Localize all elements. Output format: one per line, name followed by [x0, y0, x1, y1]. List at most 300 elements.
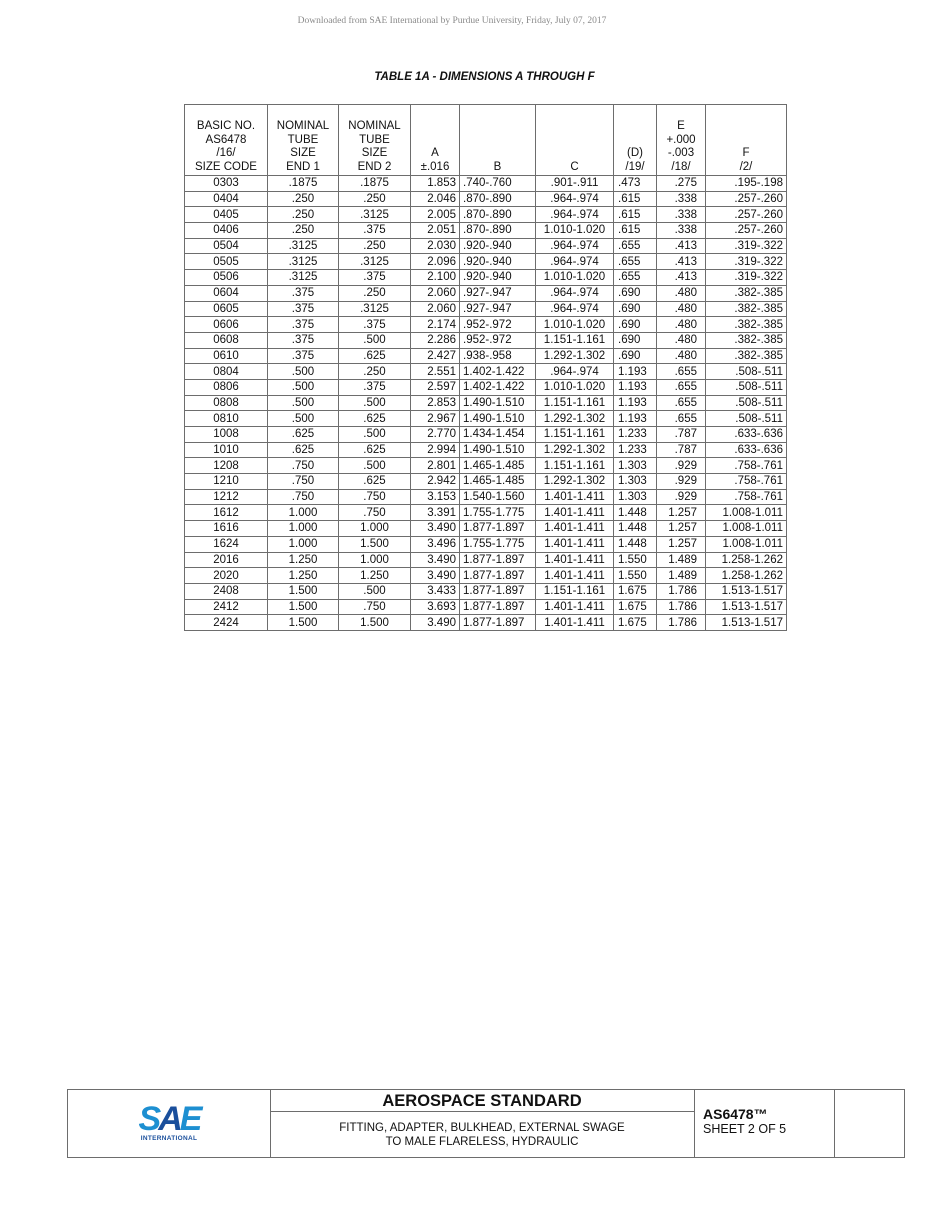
cell-dim-b: 1.434-1.454 [460, 427, 536, 443]
cell-dim-b: .740-.760 [460, 176, 536, 192]
cell-dim-f: .508-.511 [706, 395, 787, 411]
header-dim-b [460, 105, 536, 176]
cell-dim-d: .655 [614, 270, 657, 286]
cell-dim-c: 1.292-1.302 [536, 348, 614, 364]
cell-size-code: 0608 [185, 332, 268, 348]
cell-dim-f: 1.258-1.262 [706, 568, 787, 584]
table-row [185, 458, 787, 474]
cell-end2-size: .3125 [339, 207, 411, 223]
cell-end2-size: .250 [339, 364, 411, 380]
cell-dim-f: .319-.322 [706, 270, 787, 286]
cell-size-code: 2424 [185, 615, 268, 631]
cell-dim-a: 2.046 [411, 191, 460, 207]
cell-dim-a: 2.174 [411, 317, 460, 333]
table-row [185, 474, 787, 490]
cell-size-code: 0604 [185, 285, 268, 301]
table-row [185, 395, 787, 411]
cell-dim-d: .473 [614, 176, 657, 192]
cell-size-code: 1208 [185, 458, 268, 474]
cell-dim-e: 1.257 [657, 536, 706, 552]
cell-dim-b: 1.877-1.897 [460, 521, 536, 537]
cell-dim-a: 2.060 [411, 301, 460, 317]
cell-end2-size: .500 [339, 427, 411, 443]
cell-dim-b: .920-.940 [460, 270, 536, 286]
cell-dim-a: 2.597 [411, 379, 460, 395]
cell-dim-d: .615 [614, 223, 657, 239]
header-dim-c [536, 105, 614, 176]
header-line: SIZE [290, 147, 316, 159]
cell-end1-size: .500 [268, 364, 339, 380]
document-number-cell [694, 1090, 835, 1157]
cell-end1-size: 1.250 [268, 552, 339, 568]
cell-end1-size: .375 [268, 317, 339, 333]
cell-end2-size: .625 [339, 348, 411, 364]
header-line: F [742, 147, 750, 159]
cell-dim-a: 3.391 [411, 505, 460, 521]
cell-dim-e: .480 [657, 301, 706, 317]
cell-end1-size: .3125 [268, 238, 339, 254]
header-line: ±.016 [420, 160, 450, 173]
cell-dim-c: 1.010-1.020 [536, 317, 614, 333]
cell-size-code: 0810 [185, 411, 268, 427]
cell-size-code: 0506 [185, 270, 268, 286]
cell-dim-f: .382-.385 [706, 317, 787, 333]
cell-dim-a: 2.427 [411, 348, 460, 364]
cell-size-code: 2412 [185, 599, 268, 615]
cell-end1-size: .250 [268, 191, 339, 207]
cell-size-code: 0606 [185, 317, 268, 333]
cell-end2-size: 1.500 [339, 536, 411, 552]
cell-dim-e: .338 [657, 223, 706, 239]
cell-dim-d: 1.233 [614, 427, 657, 443]
cell-dim-c: 1.151-1.161 [536, 395, 614, 411]
cell-dim-a: 2.030 [411, 238, 460, 254]
document-number: AS6478™ [703, 1106, 768, 1122]
header-line: NOMINAL [348, 120, 401, 132]
cell-dim-b: 1.877-1.897 [460, 599, 536, 615]
cell-dim-d: 1.193 [614, 364, 657, 380]
header-end2-size [339, 105, 411, 176]
cell-dim-b: 1.490-1.510 [460, 395, 536, 411]
table-row [185, 270, 787, 286]
cell-dim-f: .319-.322 [706, 238, 787, 254]
cell-end2-size: .250 [339, 285, 411, 301]
title-block [67, 1089, 905, 1158]
cell-dim-e: 1.489 [657, 568, 706, 584]
cell-end1-size: 1.000 [268, 536, 339, 552]
cell-dim-f: 1.008-1.011 [706, 505, 787, 521]
cell-dim-b: .870-.890 [460, 223, 536, 239]
table-row [185, 411, 787, 427]
cell-dim-b: 1.402-1.422 [460, 379, 536, 395]
table-row [185, 317, 787, 333]
cell-dim-f: 1.513-1.517 [706, 615, 787, 631]
cell-end2-size: .1875 [339, 176, 411, 192]
cell-dim-e: .929 [657, 489, 706, 505]
cell-dim-a: 2.770 [411, 427, 460, 443]
header-line: /16/ [216, 147, 236, 159]
cell-dim-d: .690 [614, 332, 657, 348]
cell-dim-f: .758-.761 [706, 489, 787, 505]
cell-dim-c: .964-.974 [536, 364, 614, 380]
cell-end2-size: 1.000 [339, 552, 411, 568]
sae-logo [68, 1090, 271, 1157]
cell-dim-d: 1.448 [614, 521, 657, 537]
cell-end2-size: 1.000 [339, 521, 411, 537]
cell-dim-e: .338 [657, 207, 706, 223]
header-line: SIZE [361, 147, 388, 159]
cell-dim-c: .964-.974 [536, 191, 614, 207]
cell-dim-b: .870-.890 [460, 207, 536, 223]
cell-dim-a: 2.005 [411, 207, 460, 223]
table-row [185, 364, 787, 380]
cell-dim-f: 1.008-1.011 [706, 521, 787, 537]
header-line: B [493, 160, 502, 173]
table-body [185, 176, 787, 631]
revision-cell [835, 1090, 904, 1157]
cell-dim-e: .413 [657, 254, 706, 270]
cell-dim-c: 1.401-1.411 [536, 505, 614, 521]
description-line-2: TO MALE FLARELESS, HYDRAULIC [385, 1136, 579, 1148]
cell-dim-d: 1.675 [614, 599, 657, 615]
cell-end1-size: .250 [268, 207, 339, 223]
cell-dim-f: .382-.385 [706, 332, 787, 348]
header-line: TUBE [287, 133, 319, 146]
cell-dim-c: .964-.974 [536, 254, 614, 270]
cell-size-code: 1616 [185, 521, 268, 537]
cell-dim-a: 3.490 [411, 552, 460, 568]
cell-dim-e: .655 [657, 411, 706, 427]
header-line: BASIC NO. [196, 120, 256, 132]
cell-dim-f: .195-.198 [706, 176, 787, 192]
sae-logo-subtitle: INTERNATIONAL [140, 1135, 198, 1142]
cell-size-code: 0806 [185, 379, 268, 395]
cell-end1-size: .375 [268, 285, 339, 301]
standard-heading: AEROSPACE STANDARD [270, 1090, 694, 1112]
cell-size-code: 1624 [185, 536, 268, 552]
cell-size-code: 0406 [185, 223, 268, 239]
cell-dim-d: 1.233 [614, 442, 657, 458]
cell-end1-size: 1.500 [268, 583, 339, 599]
cell-dim-a: 2.286 [411, 332, 460, 348]
cell-dim-c: 1.401-1.411 [536, 536, 614, 552]
table-row [185, 442, 787, 458]
table-row [185, 348, 787, 364]
cell-dim-b: .920-.940 [460, 238, 536, 254]
standard-description [270, 1112, 694, 1149]
cell-dim-d: .690 [614, 301, 657, 317]
cell-dim-c: .964-.974 [536, 238, 614, 254]
cell-dim-d: 1.193 [614, 411, 657, 427]
header-line: TUBE [359, 133, 390, 146]
table-title: TABLE 1A - DIMENSIONS A THROUGH F [374, 71, 595, 83]
cell-dim-f: .382-.385 [706, 301, 787, 317]
header-line: (D) [627, 147, 643, 159]
cell-end1-size: .750 [268, 458, 339, 474]
table-row [185, 207, 787, 223]
cell-dim-b: 1.755-1.775 [460, 505, 536, 521]
table-row [185, 583, 787, 599]
cell-end1-size: .250 [268, 223, 339, 239]
cell-end1-size: .500 [268, 411, 339, 427]
cell-dim-c: 1.151-1.161 [536, 332, 614, 348]
table-row [185, 536, 787, 552]
cell-dim-d: 1.675 [614, 583, 657, 599]
cell-dim-d: .690 [614, 285, 657, 301]
cell-dim-b: 1.540-1.560 [460, 489, 536, 505]
cell-dim-f: .758-.761 [706, 458, 787, 474]
cell-dim-a: 2.967 [411, 411, 460, 427]
cell-end1-size: 1.500 [268, 599, 339, 615]
cell-dim-b: 1.490-1.510 [460, 442, 536, 458]
download-watermark: Downloaded from SAE International by Purdue University, Friday, July 07, 2017 [297, 16, 607, 26]
cell-dim-b: .927-.947 [460, 285, 536, 301]
cell-dim-e: .480 [657, 317, 706, 333]
cell-end1-size: .375 [268, 348, 339, 364]
cell-end1-size: .375 [268, 332, 339, 348]
cell-dim-c: .964-.974 [536, 207, 614, 223]
table-row [185, 301, 787, 317]
cell-dim-e: .413 [657, 270, 706, 286]
cell-dim-e: .338 [657, 191, 706, 207]
cell-end2-size: .625 [339, 411, 411, 427]
cell-dim-e: 1.786 [657, 599, 706, 615]
table-row [185, 599, 787, 615]
cell-size-code: 2020 [185, 568, 268, 584]
cell-dim-c: 1.401-1.411 [536, 599, 614, 615]
cell-dim-e: .787 [657, 427, 706, 443]
header-line: E [677, 120, 685, 132]
cell-dim-c: 1.292-1.302 [536, 442, 614, 458]
cell-end1-size: .1875 [268, 176, 339, 192]
cell-dim-b: 1.877-1.897 [460, 568, 536, 584]
cell-end2-size: .375 [339, 223, 411, 239]
cell-dim-d: 1.303 [614, 489, 657, 505]
cell-end1-size: .500 [268, 379, 339, 395]
table-row [185, 285, 787, 301]
cell-dim-a: 3.153 [411, 489, 460, 505]
header-line: C [570, 160, 579, 173]
cell-dim-e: .413 [657, 238, 706, 254]
cell-dim-e: .929 [657, 474, 706, 490]
cell-dim-d: .615 [614, 207, 657, 223]
cell-dim-f: 1.008-1.011 [706, 536, 787, 552]
cell-dim-b: 1.490-1.510 [460, 411, 536, 427]
header-size-code [185, 105, 268, 176]
cell-dim-f: 1.513-1.517 [706, 583, 787, 599]
table-row [185, 254, 787, 270]
cell-size-code: 2016 [185, 552, 268, 568]
cell-dim-b: 1.877-1.897 [460, 615, 536, 631]
cell-size-code: 0505 [185, 254, 268, 270]
cell-end2-size: .3125 [339, 301, 411, 317]
cell-dim-e: .480 [657, 348, 706, 364]
header-line: END 1 [286, 160, 320, 173]
cell-end2-size: .500 [339, 332, 411, 348]
cell-dim-a: 1.853 [411, 176, 460, 192]
cell-dim-d: 1.550 [614, 552, 657, 568]
cell-dim-f: 1.258-1.262 [706, 552, 787, 568]
cell-end1-size: .750 [268, 474, 339, 490]
cell-dim-b: 1.402-1.422 [460, 364, 536, 380]
cell-dim-f: .257-.260 [706, 223, 787, 239]
header-line: NOMINAL [276, 120, 330, 132]
cell-end1-size: 1.250 [268, 568, 339, 584]
cell-dim-c: 1.401-1.411 [536, 489, 614, 505]
cell-end1-size: .3125 [268, 270, 339, 286]
cell-end1-size: .625 [268, 427, 339, 443]
cell-dim-d: .615 [614, 191, 657, 207]
cell-dim-d: 1.193 [614, 395, 657, 411]
table-row [185, 191, 787, 207]
cell-dim-a: 2.051 [411, 223, 460, 239]
table-row [185, 379, 787, 395]
cell-dim-c: 1.010-1.020 [536, 223, 614, 239]
header-line: -.003 [667, 147, 695, 159]
cell-dim-f: .508-.511 [706, 411, 787, 427]
cell-dim-e: 1.489 [657, 552, 706, 568]
cell-dim-e: .787 [657, 442, 706, 458]
cell-dim-c: .964-.974 [536, 301, 614, 317]
cell-dim-b: .927-.947 [460, 301, 536, 317]
cell-size-code: 2408 [185, 583, 268, 599]
cell-dim-f: .257-.260 [706, 207, 787, 223]
cell-dim-c: .964-.974 [536, 285, 614, 301]
table-row [185, 505, 787, 521]
cell-dim-a: 3.490 [411, 615, 460, 631]
cell-dim-b: .870-.890 [460, 191, 536, 207]
header-line: +.000 [666, 133, 696, 146]
cell-dim-a: 2.853 [411, 395, 460, 411]
cell-dim-c: 1.010-1.020 [536, 270, 614, 286]
cell-end2-size: .500 [339, 458, 411, 474]
cell-dim-c: 1.151-1.161 [536, 583, 614, 599]
header-line: END 2 [357, 160, 392, 173]
cell-size-code: 1210 [185, 474, 268, 490]
cell-end2-size: .750 [339, 599, 411, 615]
table-row [185, 427, 787, 443]
cell-size-code: 0404 [185, 191, 268, 207]
cell-end1-size: 1.000 [268, 521, 339, 537]
cell-dim-d: 1.303 [614, 474, 657, 490]
table-row [185, 568, 787, 584]
cell-dim-a: 2.942 [411, 474, 460, 490]
cell-size-code: 0303 [185, 176, 268, 192]
table-row [185, 238, 787, 254]
cell-dim-d: .690 [614, 317, 657, 333]
dimensions-table [184, 104, 787, 631]
cell-dim-b: 1.465-1.485 [460, 458, 536, 474]
cell-dim-f: .508-.511 [706, 379, 787, 395]
cell-end2-size: .625 [339, 442, 411, 458]
cell-dim-f: 1.513-1.517 [706, 599, 787, 615]
cell-dim-f: .257-.260 [706, 191, 787, 207]
cell-end1-size: .750 [268, 489, 339, 505]
header-dim-d [614, 105, 657, 176]
cell-dim-c: 1.151-1.161 [536, 427, 614, 443]
cell-dim-d: 1.448 [614, 536, 657, 552]
cell-dim-e: .655 [657, 364, 706, 380]
cell-size-code: 0405 [185, 207, 268, 223]
cell-dim-d: .655 [614, 254, 657, 270]
cell-dim-d: 1.193 [614, 379, 657, 395]
cell-dim-e: .275 [657, 176, 706, 192]
cell-dim-f: .508-.511 [706, 364, 787, 380]
cell-end2-size: .750 [339, 505, 411, 521]
sae-logo-icon: SAE [138, 1100, 200, 1138]
cell-dim-f: .382-.385 [706, 348, 787, 364]
header-line: SIZE CODE [195, 160, 257, 173]
cell-end2-size: .375 [339, 317, 411, 333]
cell-dim-e: .929 [657, 458, 706, 474]
table-row [185, 176, 787, 192]
cell-end1-size: 1.500 [268, 615, 339, 631]
cell-dim-b: .952-.972 [460, 317, 536, 333]
cell-size-code: 0605 [185, 301, 268, 317]
cell-dim-b: .920-.940 [460, 254, 536, 270]
cell-dim-a: 2.994 [411, 442, 460, 458]
cell-dim-a: 2.100 [411, 270, 460, 286]
cell-end2-size: .375 [339, 379, 411, 395]
cell-dim-d: 1.303 [614, 458, 657, 474]
cell-end1-size: 1.000 [268, 505, 339, 521]
cell-dim-b: .938-.958 [460, 348, 536, 364]
table-row [185, 552, 787, 568]
cell-end2-size: .625 [339, 474, 411, 490]
title-block-center [270, 1090, 695, 1157]
sheet-number: SHEET 2 OF 5 [703, 1122, 787, 1136]
header-end1-size [268, 105, 339, 176]
cell-end2-size: .750 [339, 489, 411, 505]
cell-end1-size: .3125 [268, 254, 339, 270]
table-row [185, 489, 787, 505]
cell-dim-f: .633-.636 [706, 442, 787, 458]
header-line: /19/ [625, 160, 645, 173]
cell-end2-size: .500 [339, 583, 411, 599]
cell-dim-b: 1.877-1.897 [460, 583, 536, 599]
cell-end2-size: .250 [339, 191, 411, 207]
cell-dim-b: 1.877-1.897 [460, 552, 536, 568]
cell-dim-a: 2.060 [411, 285, 460, 301]
header-dim-e [657, 105, 706, 176]
cell-dim-e: 1.786 [657, 615, 706, 631]
cell-size-code: 0804 [185, 364, 268, 380]
cell-end1-size: .500 [268, 395, 339, 411]
cell-end2-size: 1.250 [339, 568, 411, 584]
table-row [185, 615, 787, 631]
cell-dim-a: 3.693 [411, 599, 460, 615]
cell-size-code: 1612 [185, 505, 268, 521]
cell-dim-e: .655 [657, 395, 706, 411]
header-line: A [431, 147, 439, 159]
cell-dim-a: 3.490 [411, 521, 460, 537]
cell-size-code: 1010 [185, 442, 268, 458]
cell-dim-e: .480 [657, 332, 706, 348]
header-dim-f [706, 105, 787, 176]
table-row [185, 332, 787, 348]
cell-dim-d: .690 [614, 348, 657, 364]
cell-end2-size: .375 [339, 270, 411, 286]
cell-dim-a: 2.551 [411, 364, 460, 380]
cell-size-code: 0610 [185, 348, 268, 364]
cell-size-code: 0808 [185, 395, 268, 411]
cell-size-code: 0504 [185, 238, 268, 254]
cell-dim-c: 1.292-1.302 [536, 411, 614, 427]
cell-dim-d: 1.675 [614, 615, 657, 631]
cell-dim-d: 1.550 [614, 568, 657, 584]
cell-dim-c: 1.151-1.161 [536, 458, 614, 474]
cell-dim-d: .655 [614, 238, 657, 254]
